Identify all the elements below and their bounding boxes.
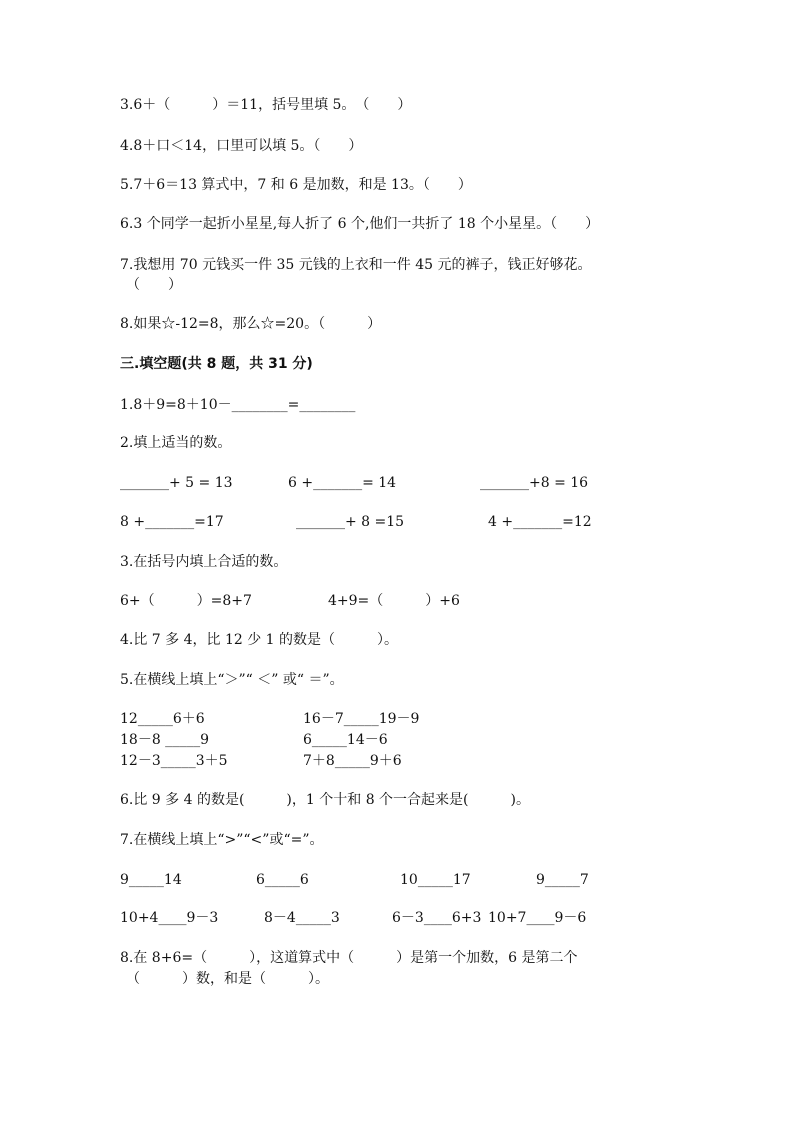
fill-q5-item: 18－8 _____9 [120,732,210,748]
fill-q2-item: _______+8 = 16 [480,475,589,491]
fill-q7-item: 9_____7 [536,872,589,888]
fill-q7-item: 6_____6 [256,872,309,888]
fill-q7-item: 9_____14 [120,872,182,888]
fill-q3-item: 4+9=（ ）+6 [328,593,460,609]
judge-item-3: 3.6＋（ ）＝11，括号里填 5。 （ ） [120,97,412,113]
fill-q7-item: 10+4____9－3 [120,910,219,926]
fill-q3-item: 6+（ ）=8+7 [120,593,252,609]
judge-item-5: 5.7＋6＝13 算式中，7 和 6 是加数，和是 13。（ ） [120,177,472,193]
fill-q3-title: 3.在括号内填上合适的数。 [120,554,288,570]
fill-q2-item: 8 +_______=17 [120,514,224,530]
section-heading: 三.填空题(共 8 题，共 31 分) [120,356,313,372]
fill-q5-item: 12－3_____3＋5 [120,753,228,769]
judge-item-7: 7.我想用 70 元钱买一件 35 元钱的上衣和一件 45 元的裤子，钱正好够花。 [120,257,592,273]
fill-q1: 1.8＋9=8＋10－________=________ [120,397,356,413]
fill-q8-line2: （ ）数，和是（ ）。 [126,971,329,987]
fill-q5-item: 6_____14－6 [303,732,388,748]
fill-q8-line1: 8.在 8+6=（ ），这道算式中（ ）是第一个加数，6 是第二个 [120,950,578,966]
judge-item-4: 4.8＋口＜14，口里可以填 5。（ ） [120,138,363,154]
fill-q7-item: 10_____17 [400,872,471,888]
fill-q5-title: 5.在横线上填上“＞”“ ＜” 或“ ＝”。 [120,672,344,688]
judge-item-7-bracket: （ ） [126,277,182,293]
fill-q6: 6.比 9 多 4 的数是( )，1 个十和 8 个一合起来是( )。 [120,792,530,808]
fill-q7-title: 7.在横线上填上“>”“<”或“=”。 [120,832,324,848]
judge-item-8: 8.如果☆-12=8，那么☆=20。（ ） [120,316,382,332]
fill-q2-item: _______+ 5 = 13 [120,475,233,491]
fill-q2-item: _______+ 8 =15 [296,514,405,530]
fill-q5-item: 7＋8_____9＋6 [303,753,402,769]
fill-q7-item: 10+7____9－6 [488,910,587,926]
fill-q7-item: 6－3____6+3 [392,910,482,926]
fill-q2-title: 2.填上适当的数。 [120,435,232,451]
fill-q7-item: 8－4_____3 [264,910,340,926]
fill-q2-item: 4 +_______=12 [488,514,592,530]
fill-q2-item: 6 +_______= 14 [288,475,397,491]
fill-q4: 4.比 7 多 4，比 12 少 1 的数是（ ）。 [120,632,399,648]
judge-item-6: 6.3 个同学一起折小星星,每人折了 6 个,他们一共折了 18 个小星星。（ ） [120,216,600,232]
fill-q5-item: 16－7_____19－9 [303,711,420,727]
fill-q5-item: 12_____6＋6 [120,711,205,727]
